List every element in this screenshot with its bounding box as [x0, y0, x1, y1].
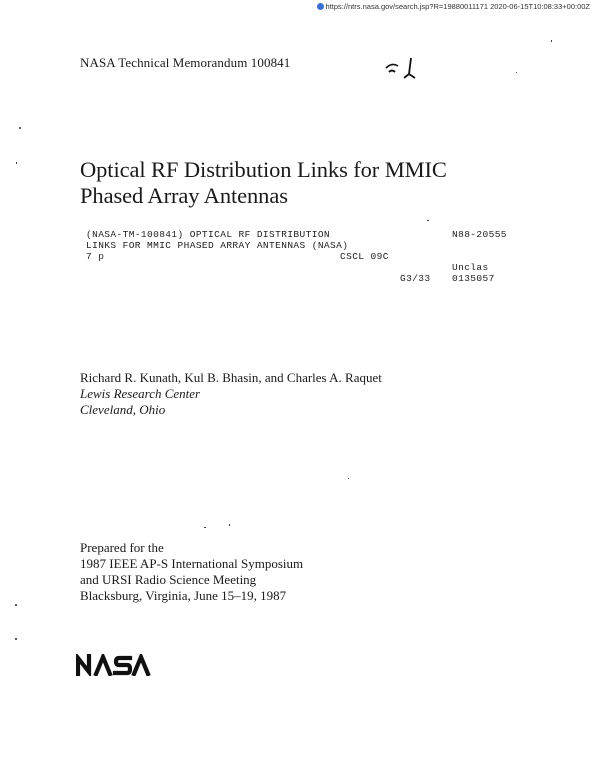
- prepared-for-block: [80, 540, 303, 604]
- handwritten-mark-icon: [383, 56, 423, 82]
- catalog-line-2: LINKS FOR MMIC PHASED ARRAY ANTENNAS (NASA): [86, 240, 349, 251]
- catalog-pages: 7 p: [86, 251, 105, 262]
- nasa-logo-icon: [76, 654, 158, 676]
- memo-number: NASA Technical Memorandum 100841: [80, 55, 291, 70]
- document-title: [80, 157, 447, 209]
- author-names: Richard R. Kunath, Kul B. Bhasin, and Charles A. Raquet: [80, 370, 382, 385]
- author-affiliation: Lewis Research Center: [80, 386, 201, 401]
- catalog-group: G3/33: [400, 273, 431, 284]
- source-url-stamp[interactable]: [317, 2, 591, 11]
- title-line-1: Optical RF Distribution Links for MMIC: [80, 157, 447, 182]
- catalog-accession: N88-20555: [452, 229, 507, 240]
- catalog-unclas: Unclas: [452, 262, 489, 273]
- globe-icon: [317, 3, 324, 10]
- prepared-line-2: 1987 IEEE AP-S International Symposium: [80, 556, 304, 571]
- catalog-cscl: CSCL 09C: [340, 251, 389, 262]
- catalog-line-1: (NASA-TM-100841) OPTICAL RF DISTRIBUTION: [86, 229, 331, 240]
- title-line-2: Phased Array Antennas: [80, 183, 288, 208]
- prepared-line-4: Blacksburg, Virginia, June 15–19, 1987: [80, 588, 287, 603]
- prepared-line-1: Prepared for the: [80, 540, 164, 555]
- author-block: [80, 370, 382, 418]
- prepared-line-3: and URSI Radio Science Meeting: [80, 572, 257, 587]
- author-location: Cleveland, Ohio: [80, 402, 166, 417]
- source-url[interactable]: https://ntrs.nasa.gov/search.jsp?R=19880011171 2020-06-15T10:08:33+00:00Z: [325, 2, 590, 11]
- catalog-number: 0135057: [452, 273, 495, 284]
